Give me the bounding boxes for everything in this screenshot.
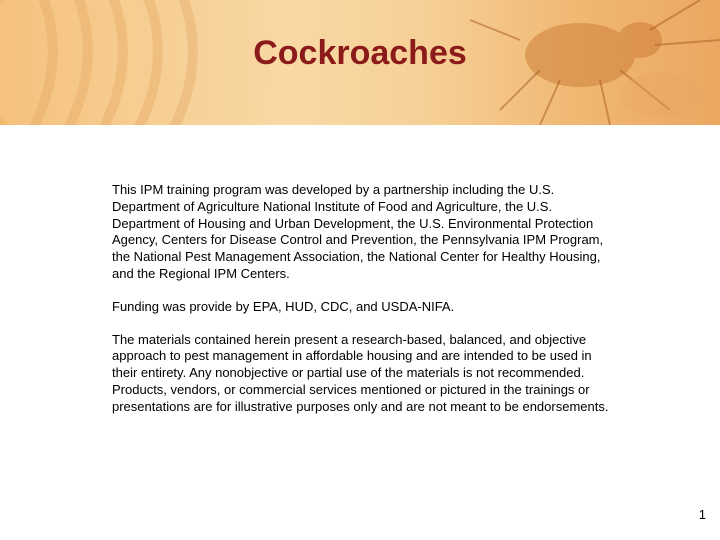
header-banner [0,0,720,125]
partnership-paragraph: This IPM training program was developed by a partnership including the U.S. Department of Agriculture National Institute of Food and Agriculture, the U.S. Department of Housing and Urban Development, the U.S. Environmental Protection Agency, Centers for Disease Control and Prevention, the Pennsylvania IPM Program, the National Pest Management Association, the National Center for Healthy Housing, and the Regional IPM Centers. [112,182,604,281]
funding-paragraph: Funding was provide by EPA, HUD, CDC, and USDA-NIFA. [112,298,455,314]
slide-title: Cockroaches [253,34,467,72]
page-number: 1 [698,507,706,522]
disclaimer-paragraph: The materials contained herein present a research-based, balanced, and objective approach to pest management in affordable housing and are intended to be used in their entirety. Any nonobjective or partial use of the materials is not recommended. Products, vendors, or commercial services mentioned or pictured in the trainings or presentations are for illustrative purposes only and are not meant to be endorsements. [112,331,609,414]
slide-body [112,182,612,432]
